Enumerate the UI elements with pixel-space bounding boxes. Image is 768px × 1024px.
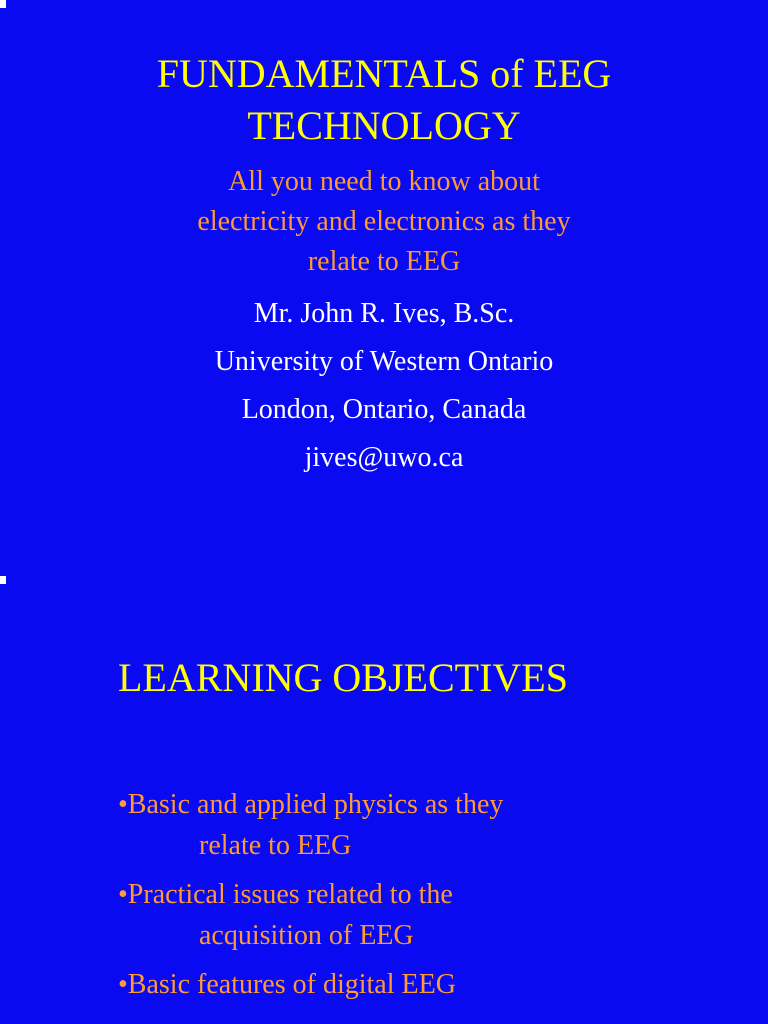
slide-corner-marker	[0, 0, 6, 8]
author-name: Mr. John R. Ives, B.Sc.	[253, 298, 515, 329]
slide-corner-marker	[0, 576, 6, 584]
objective-item	[118, 964, 738, 1005]
slide-title: LEARNING OBJECTIVES	[118, 655, 568, 700]
objective-item	[118, 784, 738, 866]
slide-title-line: TECHNOLOGY	[247, 103, 521, 148]
subtitle-line: All you need to know about	[228, 166, 540, 197]
objective-item	[118, 874, 738, 956]
objective-text-continued: acquisition of EEG	[199, 920, 414, 951]
author-info	[0, 290, 768, 482]
slide-subtitle	[0, 162, 768, 282]
slide-title	[0, 48, 768, 152]
author-location: London, Ontario, Canada	[241, 394, 527, 425]
slide-title-line: FUNDAMENTALS of EEG	[156, 51, 612, 96]
author-email: jives@uwo.ca	[304, 442, 464, 473]
subtitle-line: relate to EEG	[307, 246, 461, 277]
objective-text: •Practical issues related to the	[118, 879, 453, 910]
subtitle-line: electricity and electronics as they	[197, 206, 571, 237]
objective-text: •Basic features of digital EEG	[118, 969, 456, 1000]
objective-text-continued: relate to EEG	[199, 830, 352, 861]
slide-2	[0, 512, 768, 1024]
author-affiliation: University of Western Ontario	[214, 346, 554, 377]
objectives-list	[118, 784, 738, 1013]
objective-text: •Basic and applied physics as they	[118, 789, 504, 820]
